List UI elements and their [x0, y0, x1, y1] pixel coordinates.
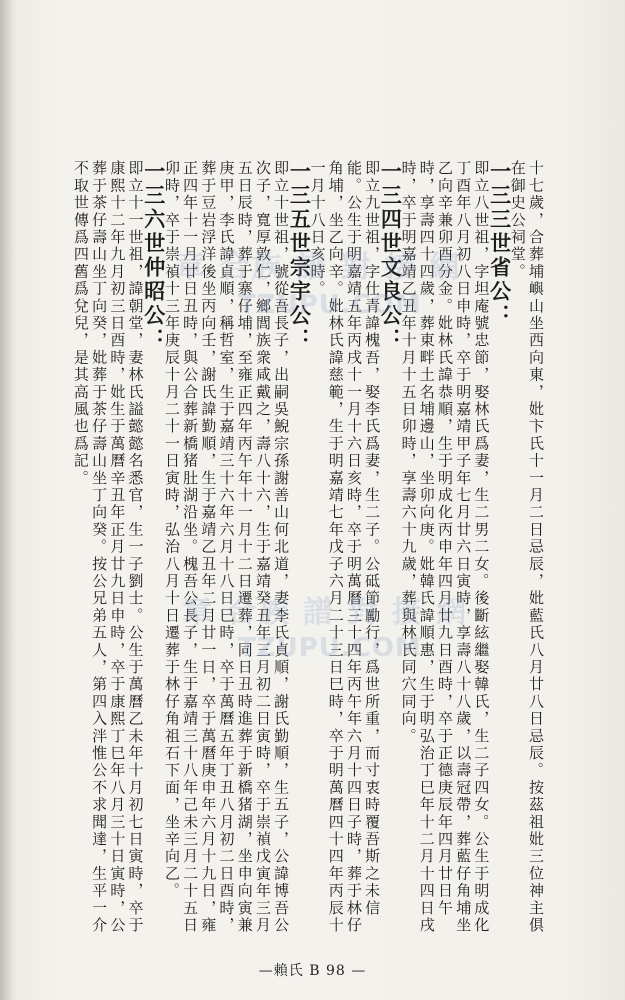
watermark-en: TZUPU.COM — [238, 633, 422, 663]
watermark-cn: 章 合族 譜 對 接 網 — [182, 595, 469, 630]
heading-136-zhongzhaogong: 一三六世仲昭公： — [141, 160, 167, 352]
paragraph-intro: 十七歲，合葬埔嶼山坐西向東，妣卞氏十一月二日忌辰，妣藍氏八月廿八日忌辰。按茲祖妣三位神主俱在御史公祠堂。 — [508, 160, 545, 934]
paragraph-135: 即立十世祖，號從吾長子，出嗣吳鯢宗孫謝善山何北道，妻李氏貞順，謝氏勤順，生五子，公諱博吾公次子，寬厚敦仁，鄉閭族衆咸戴之，壽八十六，生于嘉靖癸丑年三月初二日寅時，卒于崇禎戊寅年三月五日辰時，葬于寨仔埔，至雍正四年丙午年十一月十二日遷葬，同日丑時進葬于新橋猪湖，坐申向寅兼庚甲，李氏諱貞順，稱哲室，生于嘉靖三十六年六月十八日巳時，卒于萬曆五年丁丑八月初二日酉時，葬于豆岩浮洋後坐丙向壬，謝氏諱勤順，生于嘉靖乙丑年二月廿一日，卒于萬曆庚申年六月十九日，雍正四年十一月廿日丑時，與公合葬新橋猪肚湖沿坐。槐吾公長子，生于嘉靖三十八年己未三月二十五日卯時，卒于崇禎十三年庚辰十月二十一日寅時，弘治八月十日遷葬于林仔角祖石下面，坐辛向乙。 — [162, 160, 291, 934]
paragraph-133: 即立八世祖，字坦庵號忠節，娶林氏爲妻，生二男二女。後斷絃繼娶韓氏，生二子四女。公生于明成化丁酉年八月初八日申時，卒于明嘉靖甲子年七月廿六日寅時，享壽八十八歲，以壽冠帶，葬藍仔角埔坐乙向辛兼卯酉分金。妣林氏諱恭順，生于明成化丙申年四月廿九日酉時，卒于正德庚辰年四月廿日午時，享壽四十四歲，葬東畔土名埔邊山，坐卯向庚。妣韓氏諱順惠，生于明弘治丁巳年十二月十四日戌時，卒于明嘉靖乙丑年十月十五日卯時，享壽六十九歲，葬與林氏同穴同向。 — [399, 160, 491, 934]
page-footer: —賴氏 B 98 — — [258, 963, 367, 979]
binding-shadow — [0, 0, 14, 1000]
paragraph-136: 即立十一世祖，諱朝堂，妻林氏謚懿懿名悉官，生一子劉士。公生于萬曆乙未年十月初七日寅時，卒于康熙十二年九月初三日酉時，妣生于萬曆辛丑年正月廿九日申時，卒于康熙丁巳年八月三十日寅時，公葬于茶仔壽山坐丁向癸，妣葬于茶仔壽山坐丁向癸。按公兄弟五人，第四入泮惟公不求聞達，生平一介不取世傳爲四舊爲兌兒，是其高風也爲記。 — [71, 160, 145, 934]
paragraph-134: 即立九世祖，字仕青諱槐吾，娶李氏爲妻，生二子。公砥節勵行，爲世所重，而寸衷時覆吾斯之未信能。公生于明嘉靖五年丙戌十一月十六日亥時，卒于明萬曆三十四年丙午年六月十四日子時，葬于林仔角埔，坐乙向辛。妣林氏諱慈範，生于明嘉靖七年戊子六月二十三日巳時，卒于明萬曆四十四年丙辰十一月十八日亥時。 — [308, 160, 382, 934]
heading-134-wenlianggong: 一三四世文良公： — [378, 160, 404, 352]
watermark-cn: 章 合族 譜 對 接 網 — [175, 250, 462, 285]
heading-135-zongyugong: 一三五世宗宇公： — [287, 160, 313, 352]
watermark-en: TZUPU.COM — [238, 290, 422, 320]
heading-133-shenggong: 一三三世省公： — [487, 160, 513, 328]
genealogy-text-columns — [65, 160, 545, 950]
